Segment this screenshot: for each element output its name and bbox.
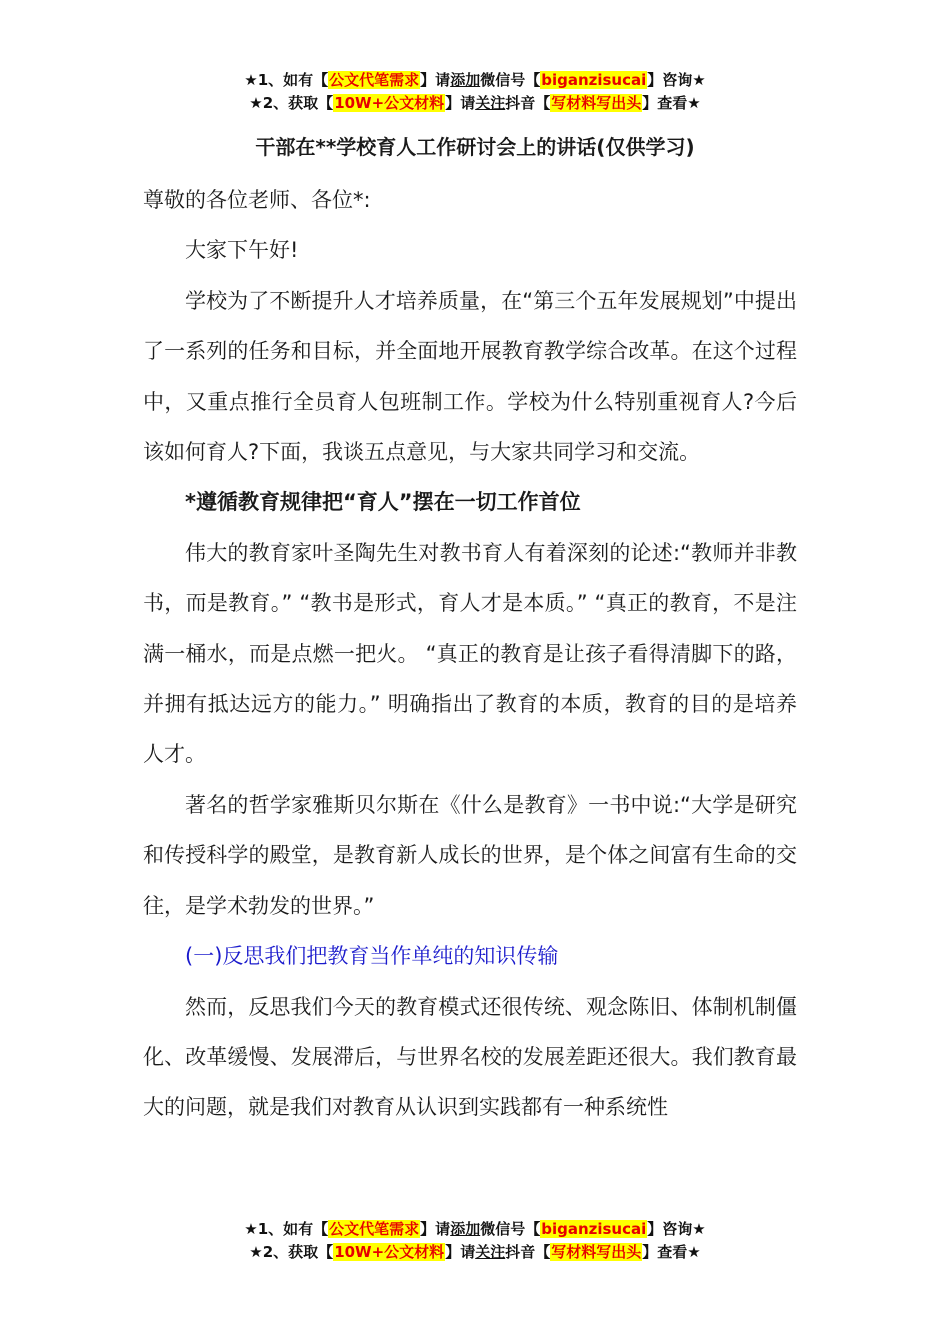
document-body [143, 175, 797, 1133]
greeting: 大家下午好! [185, 238, 299, 263]
bottom-banner [0, 1218, 950, 1264]
paragraph: 著名的哲学家雅斯贝尔斯在《什么是教育》一书中说:“大学是研究和传授科学的殿堂，是教育新人成长的世界，是个体之间富有生命的交往，是学术勃发的世界。” [143, 792, 797, 918]
banner-text: 】咨询★ [647, 1220, 706, 1238]
salutation: 尊敬的各位老师、各位*: [143, 188, 371, 212]
banner-highlight: biganzisucai [541, 1220, 647, 1238]
banner-underlined-text: 添加 [450, 71, 481, 89]
banner-underlined-text: 关注 [475, 1243, 506, 1261]
banner-text: 】咨询★ [647, 71, 706, 89]
banner-line-1 [0, 69, 950, 92]
banner-text: 】查看★ [642, 94, 701, 112]
banner-highlight: 写材料写出头 [551, 94, 642, 112]
section-heading: *遵循教育规律把“育人”摆在一切工作首位 [185, 490, 581, 515]
banner-highlight: biganzisucai [541, 71, 647, 89]
top-banner [0, 69, 950, 115]
banner-line-2 [0, 92, 950, 115]
subsection-heading: (一)反思我们把教育当作单纯的知识传输 [185, 944, 559, 969]
document-title: 干部在**学校育人工作研讨会上的讲话(仅供学习) [255, 135, 695, 159]
banner-underlined-text: 添加 [450, 1220, 481, 1238]
banner-text: ★1、如有【 [244, 71, 329, 89]
banner-underlined-text: 关注 [475, 94, 506, 112]
banner-line-2 [0, 1241, 950, 1264]
banner-text: ★1、如有【 [244, 1220, 329, 1238]
banner-text: ★2、获取【 [249, 94, 334, 112]
banner-text: 抖音【 [505, 1243, 551, 1261]
banner-highlight: 10W+公文材料 [334, 94, 445, 112]
banner-highlight: 10W+公文材料 [334, 1243, 445, 1261]
banner-text: 】查看★ [642, 1243, 701, 1261]
banner-highlight: 公文代笔需求 [329, 71, 420, 89]
banner-text: 】请 [420, 71, 451, 89]
paragraph: 然而，反思我们今天的教育模式还很传统、观念陈旧、体制机制僵化、改革缓慢、发展滞后，与世界名校的发展差距还很大。我们教育最大的问题，就是我们对教育从认识到实践都有一种系统性 [143, 994, 797, 1120]
banner-text: 】请 [420, 1220, 451, 1238]
banner-text: 微信号【 [480, 71, 541, 89]
paragraph: 学校为了不断提升人才培养质量，在“第三个五年发展规划”中提出了一系列的任务和目标，并全面地开展教育教学综合改革。在这个过程中，又重点推行全员育人包班制工作。学校为什么特别重视育人?今后该如何育人?下面，我谈五点意见，与大家共同学习和交流。 [143, 288, 797, 465]
banner-text: 】请 [445, 94, 476, 112]
banner-line-1 [0, 1218, 950, 1241]
banner-highlight: 写材料写出头 [551, 1243, 642, 1261]
banner-text: ★2、获取【 [249, 1243, 334, 1261]
paragraph: 伟大的教育家叶圣陶先生对教书育人有着深刻的论述:“教师并非教书，而是教育。” “教书是形式，育人才是本质。” “真正的教育，不是注满一桶水，而是点燃一把火。 “真正的教育是让孩子看得清脚下的路，并拥有抵达远方的能力。” 明确指出了教育的本质，教育的目的是培养人才。 [143, 540, 797, 767]
banner-highlight: 公文代笔需求 [329, 1220, 420, 1238]
banner-text: 】请 [445, 1243, 476, 1261]
banner-text: 抖音【 [505, 94, 551, 112]
banner-text: 微信号【 [480, 1220, 541, 1238]
